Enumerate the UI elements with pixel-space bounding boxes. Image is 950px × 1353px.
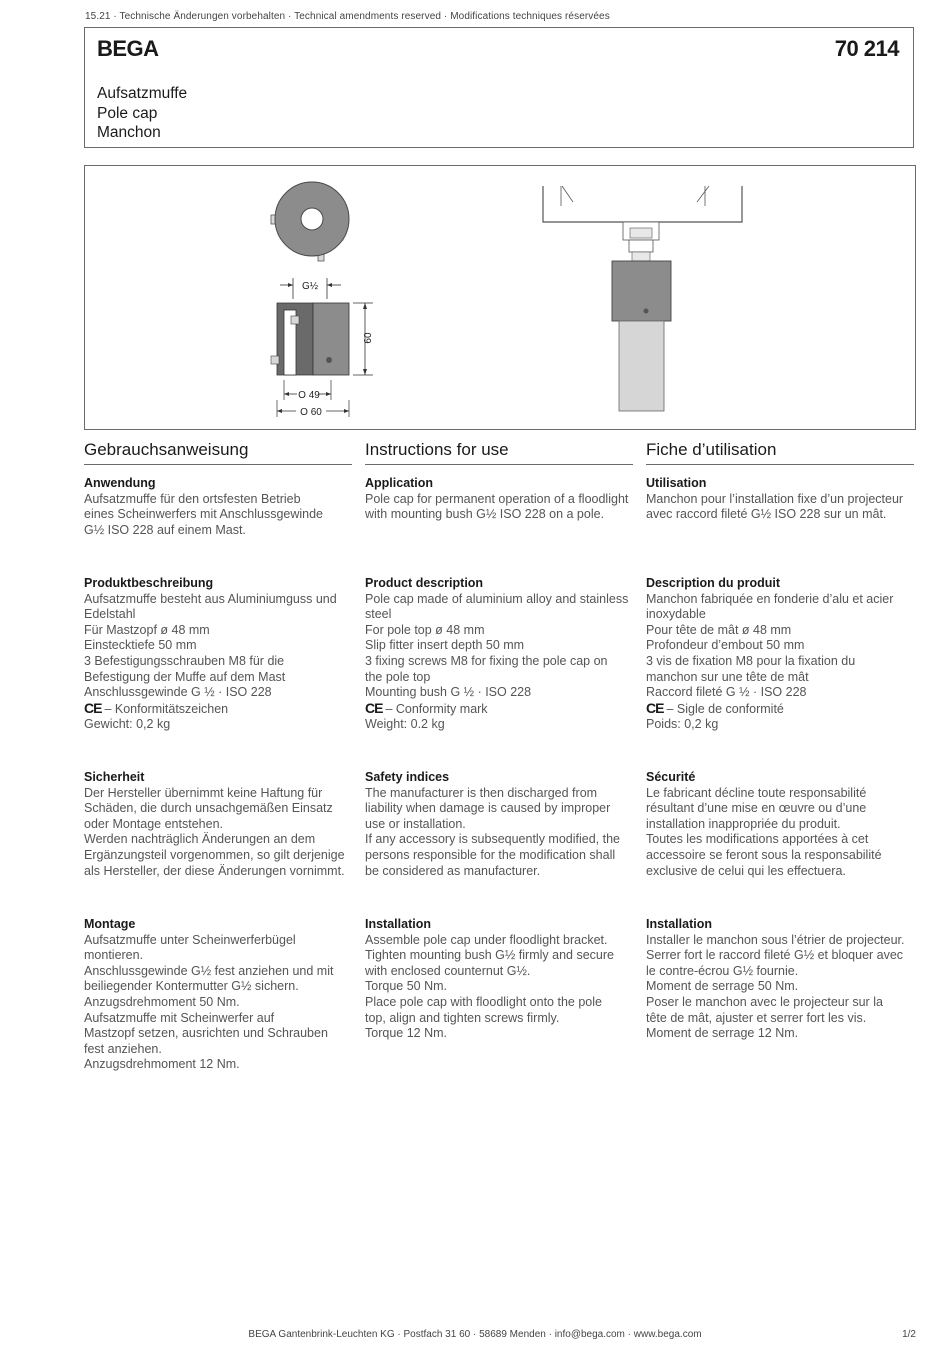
section-line: Werden nachträglich Änderungen an dem [84, 832, 316, 847]
section-line: Tighten mounting bush G½ firmly and secure [365, 948, 614, 963]
section-line: accessoire se feront sous la responsabilité [646, 847, 882, 862]
section-line: Edelstahl [84, 607, 136, 622]
section-line: top, align and tighten screws firmly. [365, 1010, 560, 1025]
instruction-section [84, 917, 359, 1073]
column-german [84, 440, 354, 1072]
section-heading: Anwendung [84, 476, 156, 490]
section-line: Weight: 0.2 kg [365, 717, 445, 732]
section-line: Mastzopf setzen, ausrichten und Schrauben [84, 1026, 328, 1041]
section-line: with enclosed counternut G½. [365, 963, 531, 978]
section-line: als Hersteller, der diese Änderungen vornimmt. [84, 863, 345, 878]
product-header [84, 27, 914, 148]
instruction-section [365, 770, 640, 879]
column-title: Instructions for use [365, 440, 633, 465]
section-heading: Installation [365, 917, 431, 931]
instruction-section [646, 576, 921, 733]
section-line [365, 701, 640, 718]
section-line: fest anziehen. [84, 1041, 162, 1056]
section-line: Assemble pole cap under floodlight bracket. [365, 932, 608, 947]
technical-drawing [84, 165, 916, 430]
product-names [97, 84, 187, 143]
section-line: oder Montage entstehen. [84, 816, 223, 831]
section-line-text: – Conformity mark [385, 701, 488, 716]
section-line: Le fabricant décline toute responsabilité [646, 785, 867, 800]
product-name-en: Pole cap [97, 104, 158, 122]
brand-name: BEGA [97, 36, 159, 61]
section-line: installation inappropriée du produit. [646, 816, 841, 831]
section-line: 3 vis de fixation M8 pour la fixation du [646, 653, 856, 668]
section-line: steel [365, 607, 392, 622]
section-line: Der Hersteller übernimmt keine Haftung für [84, 785, 323, 800]
section-line: Manchon fabriquée en fonderie d’alu et acier [646, 591, 894, 606]
section-line: montieren. [84, 948, 144, 963]
section-line: Torque 50 Nm. [365, 979, 447, 994]
ce-mark-icon: CE [84, 699, 102, 716]
section-line: Serrer fort le raccord fileté G½ et bloquer avec [646, 948, 904, 963]
section-line: Torque 12 Nm. [365, 1026, 447, 1041]
section-line: Profondeur d’embout 50 mm [646, 638, 805, 653]
section-heading: Montage [84, 917, 136, 931]
section-line: Für Mastzopf ø 48 mm [84, 622, 210, 637]
section-line: Toutes les modifications apportées à cet [646, 832, 869, 847]
section-line-text: – Sigle de conformité [666, 701, 784, 716]
section-heading: Application [365, 476, 434, 490]
column-french [646, 440, 916, 1041]
column-title: Fiche d’utilisation [646, 440, 914, 465]
section-heading: Description du produit [646, 576, 781, 590]
instruction-section [84, 770, 359, 879]
section-line: Pole cap for permanent operation of a floodlight [365, 491, 629, 506]
section-line: tête de mât, ajuster et serrer fort les vis. [646, 1010, 867, 1025]
section-line: Einstecktiefe 50 mm [84, 638, 197, 653]
section-heading: Safety indices [365, 770, 450, 784]
section-line: Aufsatzmuffe besteht aus Aluminiumguss und [84, 591, 337, 606]
section-line: G½ ISO 228 auf einem Mast. [84, 522, 246, 537]
product-name-de: Aufsatzmuffe [97, 85, 188, 102]
amendments-note: 15.21 · Technische Änderungen vorbehalten · Technical amendments reserved · Modifications techniques réservées [85, 11, 610, 22]
instruction-section [646, 476, 921, 523]
section-heading: Sécurité [646, 770, 696, 784]
section-line: exclusive de celui qui les effectuera. [646, 863, 846, 878]
product-name-fr: Manchon [97, 124, 161, 141]
section-line: eines Scheinwerfers mit Anschlussgewinde [84, 507, 324, 522]
section-line: Poser le manchon avec le projecteur sur la [646, 994, 883, 1009]
section-line: Anzugsdrehmoment 12 Nm. [84, 1057, 240, 1072]
section-line: Anschlussgewinde G ½ · ISO 228 [84, 685, 272, 700]
instruction-section [365, 476, 640, 523]
section-line: Place pole cap with floodlight onto the pole [365, 994, 602, 1009]
inner-diameter-label: O 49 [298, 390, 320, 401]
column-title: Gebrauchsanweisung [84, 440, 352, 465]
section-heading: Installation [646, 917, 712, 931]
section-line: Aufsatzmuffe unter Scheinwerferbügel [84, 932, 296, 947]
section-line: with mounting bush G½ ISO 228 on a pole. [365, 507, 605, 522]
section-line [84, 701, 359, 718]
section-line: le contre-écrou G½ fournie. [646, 963, 799, 978]
section-line: persons responsible for the modification shall [365, 847, 616, 862]
section-line: Anzugsdrehmoment 50 Nm. [84, 994, 240, 1009]
section-line: The manufacturer is then discharged from [365, 785, 598, 800]
section-line: Raccord fileté G ½ · ISO 228 [646, 685, 807, 700]
section-line: Moment de serrage 50 Nm. [646, 979, 799, 994]
ce-mark-icon: CE [365, 699, 383, 716]
footer-address: BEGA Gantenbrink-Leuchten KG · Postfach 31 60 · 58689 Menden · info@bega.com · www.bega.com [248, 1329, 702, 1340]
section-line: Moment de serrage 12 Nm. [646, 1026, 799, 1041]
section-line: Manchon pour l’installation fixe d’un projecteur [646, 491, 904, 506]
section-heading: Utilisation [646, 476, 707, 490]
instruction-section [646, 917, 921, 1042]
article-number: 70 214 [834, 36, 899, 61]
instruction-section [84, 576, 359, 733]
section-line: Slip fitter insert depth 50 mm [365, 638, 525, 653]
section-heading: Product description [365, 576, 484, 590]
section-line: If any accessory is subsequently modified, the [365, 832, 620, 847]
page-number: 1/2 [902, 1329, 916, 1340]
section-line: use or installation. [365, 816, 466, 831]
section-line: Mounting bush G ½ · ISO 228 [365, 685, 532, 700]
instruction-section [365, 917, 640, 1042]
section-line: Aufsatzmuffe für den ortsfesten Betrieb [84, 491, 301, 506]
section-line: be considered as manufacturer. [365, 863, 541, 878]
side-view-drawing [271, 278, 374, 418]
section-line: Pour tête de mât ø 48 mm [646, 622, 792, 637]
section-line [646, 701, 921, 718]
section-line-text: – Konformitätszeichen [104, 701, 229, 716]
section-heading: Sicherheit [84, 770, 145, 784]
section-line: résultant d’une mise en œuvre ou d’une [646, 801, 867, 816]
section-line: Anschlussgewinde G½ fest anziehen und mit [84, 963, 334, 978]
section-line: Aufsatzmuffe mit Scheinwerfer auf [84, 1010, 275, 1025]
instruction-section [365, 576, 640, 733]
section-heading: Produktbeschreibung [84, 576, 214, 590]
section-line: Ergänzungsteil vorgenommen, so gilt derjenige [84, 847, 345, 862]
section-line: beiliegender Kontermutter G½ sichern. [84, 979, 299, 994]
height-dimension-label: 60 [363, 332, 374, 344]
section-line: Schäden, die durch unsachgemäßen Einsatz [84, 801, 333, 816]
top-view-drawing [271, 182, 349, 261]
section-line: Befestigung der Muffe auf dem Mast [84, 669, 286, 684]
section-line: For pole top ø 48 mm [365, 622, 485, 637]
section-line: Poids: 0,2 kg [646, 717, 719, 732]
section-line: 3 fixing screws M8 for fixing the pole cap on [365, 653, 608, 668]
section-line: manchon sur une tête de mât [646, 669, 809, 684]
ce-mark-icon: CE [646, 699, 664, 716]
section-line: Pole cap made of aluminium alloy and stainless [365, 591, 629, 606]
section-line: avec raccord fileté G½ ISO 228 sur un mât. [646, 507, 887, 522]
section-line: inoxydable [646, 607, 706, 622]
section-line: Installer le manchon sous l’étrier de projecteur. [646, 932, 905, 947]
column-english [365, 440, 635, 1041]
section-line: liability when damage is caused by improper [365, 801, 611, 816]
section-line: 3 Befestigungsschrauben M8 für die [84, 653, 285, 668]
instruction-section [646, 770, 921, 879]
section-line: the pole top [365, 669, 431, 684]
assembly-view-drawing [543, 186, 742, 411]
thread-dimension-label: G½ [301, 281, 319, 292]
outer-diameter-label: O 60 [300, 407, 322, 418]
section-line: Gewicht: 0,2 kg [84, 717, 171, 732]
instruction-section [84, 476, 359, 538]
